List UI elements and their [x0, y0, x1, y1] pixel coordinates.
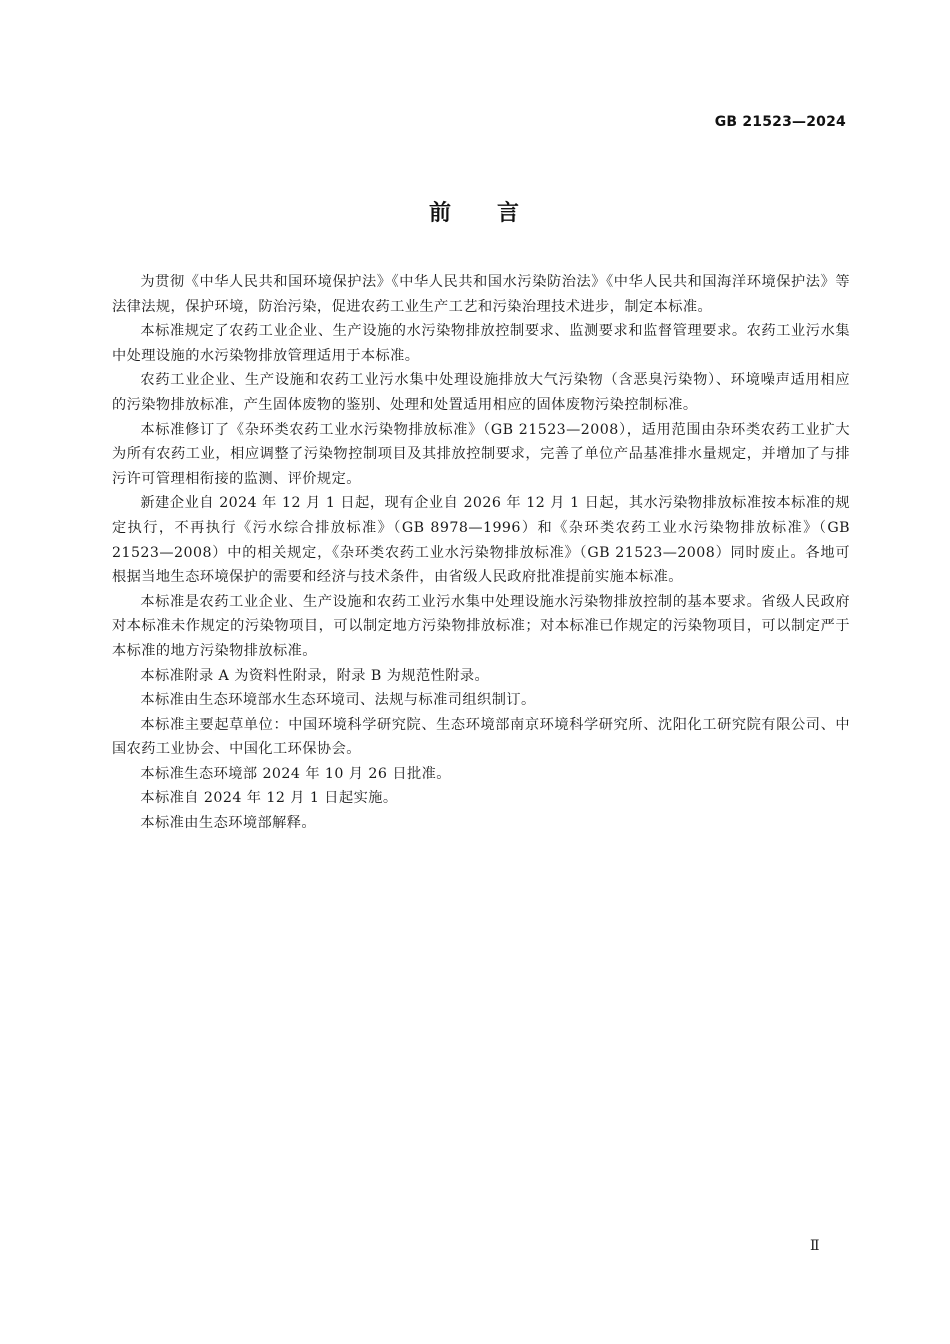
paragraph-11: 本标准自 2024 年 12 月 1 日起实施。	[140, 790, 398, 807]
paragraph-8: 本标准由生态环境部水生态环境司、法规与标准司组织制订。	[140, 692, 536, 709]
paragraph-4: 本标准修订了《杂环类农药工业水污染物排放标准》（GB 21523—2008），适用范围由杂环类农药工业扩大为所有农药工业，相应调整了污染物控制项目及其排放控制要求，完善了单位产品基准排水量规定，并增加了与排污许可管理相衔接的监测、评价规定。	[112, 421, 850, 487]
paragraph-2: 本标准规定了农药工业企业、生产设施的水污染物排放控制要求、监测要求和监督管理要求。农药工业污水集中处理设施的水污染物排放管理适用于本标准。	[112, 323, 850, 364]
paragraph-7: 本标准附录 A 为资料性附录，附录 B 为规范性附录。	[140, 667, 490, 684]
paragraph-9: 本标准主要起草单位：中国环境科学研究院、生态环境部南京环境科学研究所、沈阳化工研究院有限公司、中国农药工业协会、中国化工环保协会。	[112, 716, 850, 758]
page-title-part-2: 言	[497, 201, 522, 226]
page-number: Ⅱ	[810, 1238, 820, 1254]
paragraph-10: 本标准生态环境部 2024 年 10 月 26 日批准。	[140, 765, 451, 782]
preface-body	[112, 270, 850, 836]
standard-number: GB 21523—2024	[714, 114, 846, 130]
page-title-part-1: 前	[428, 201, 453, 226]
paragraph-5: 新建企业自 2024 年 12 月 1 日起，现有企业自 2026 年 12 月 1 日起，其水污染物排放标准按本标准的规定执行，不再执行《污水综合排放标准》（GB 8978—1996）和《杂环类农药工业水污染物排放标准》（GB 21523—2008）中的相关规定，《杂环类农药工业水污染物排放标准》（GB 21523—2008）同时废止。各地可根据当地生态环境保护的需要和经济与技术条件，由省级人民政府批准提前实施本标准。	[112, 495, 850, 586]
paragraph-3: 农药工业企业、生产设施和农药工业污水集中处理设施排放大气污染物（含恶臭污染物）、环境噪声适用相应的污染物排放标准，产生固体废物的鉴别、处理和处置适用相应的固体废物污染控制标准。	[112, 372, 850, 413]
paragraph-12: 本标准由生态环境部解释。	[140, 815, 317, 832]
paragraph-1: 为贯彻《中华人民共和国环境保护法》《中华人民共和国水污染防治法》《中华人民共和国海洋环境保护法》等法律法规，保护环境，防治污染，促进农药工业生产工艺和污染治理技术进步，制定本标准。	[112, 274, 850, 315]
page-title	[0, 196, 950, 227]
paragraph-6: 本标准是农药工业企业、生产设施和农药工业污水集中处理设施水污染物排放控制的基本要求。省级人民政府对本标准未作规定的污染物项目，可以制定地方污染物排放标准；对本标准已作规定的污染物项目，可以制定严于本标准的地方污染物排放标准。	[112, 593, 850, 659]
